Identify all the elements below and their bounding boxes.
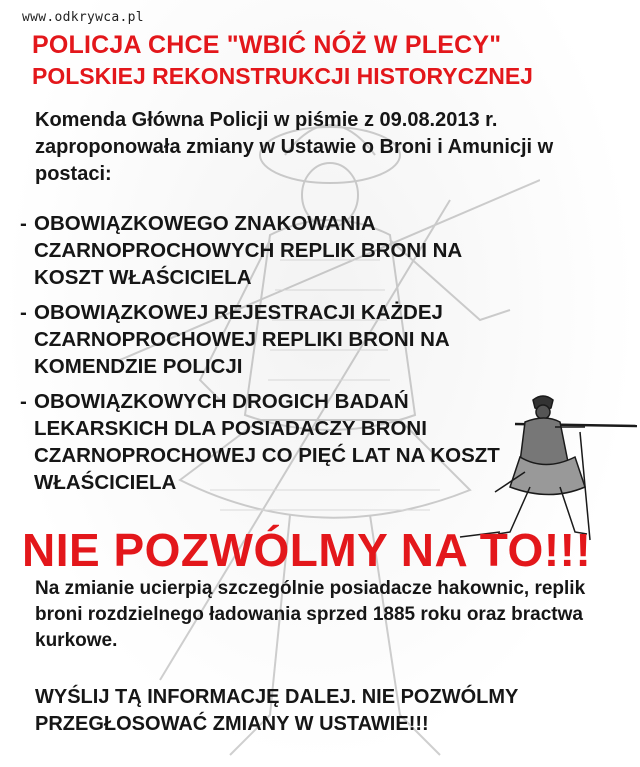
cta-line-1: WYŚLIJ TĄ INFORMACJĘ DALEJ. NIE POZWÓLMY <box>35 686 519 708</box>
bullet-text: OBOWIĄZKOWEGO ZNAKOWANIA CZARNOPROCHOWYCH REPLIK BRONI NA KOSZT WŁAŚCICIELA <box>34 212 462 289</box>
bullet-item <box>20 388 510 496</box>
bullet-list <box>20 210 510 504</box>
bullet-text: OBOWIĄZKOWYCH DROGICH BADAŃ LEKARSKICH DLA POSIADACZY BRONI CZARNOPROCHOWEJ CO PIĘĆ LAT NA KOSZT WŁAŚCICIELA <box>34 390 500 494</box>
headline-line-1: POLICJA CHCE "WBIĆ NÓŻ W PLECY" <box>32 31 502 59</box>
call-to-action <box>35 684 635 738</box>
headline-line-2: POLSKIEJ REKONSTRUKCJI HISTORYCZNEJ <box>32 63 533 89</box>
cta-line-2: PRZEGŁOSOWAĆ ZMIANY W USTAWIE!!! <box>35 713 429 735</box>
bullet-item <box>20 210 510 291</box>
slogan: NIE POZWÓLMY NA TO!!! <box>22 524 592 576</box>
intro-text: Komenda Główna Policji w piśmie z 09.08.2013 r. zaproponowała zmiany w Ustawie o Broni i Amunicji w postaci: <box>35 109 554 185</box>
bullet-text: OBOWIĄZKOWEJ REJESTRACJI KAŻDEJ CZARNOPROCHOWEJ REPLIKI BRONI NA KOMENDZIE POLICJI <box>34 301 449 378</box>
bullet-item <box>20 299 510 380</box>
watermark: www.odkrywca.pl <box>22 10 144 25</box>
paragraph: Na zmianie ucierpią szczególnie posiadacze hakownic, replik broni rozdzielnego ładowania sprzed 1885 roku oraz bractwa kurkowe. <box>35 578 586 651</box>
bullet-marker: - <box>20 301 27 324</box>
bullet-marker: - <box>20 212 27 235</box>
bullet-marker: - <box>20 390 27 413</box>
